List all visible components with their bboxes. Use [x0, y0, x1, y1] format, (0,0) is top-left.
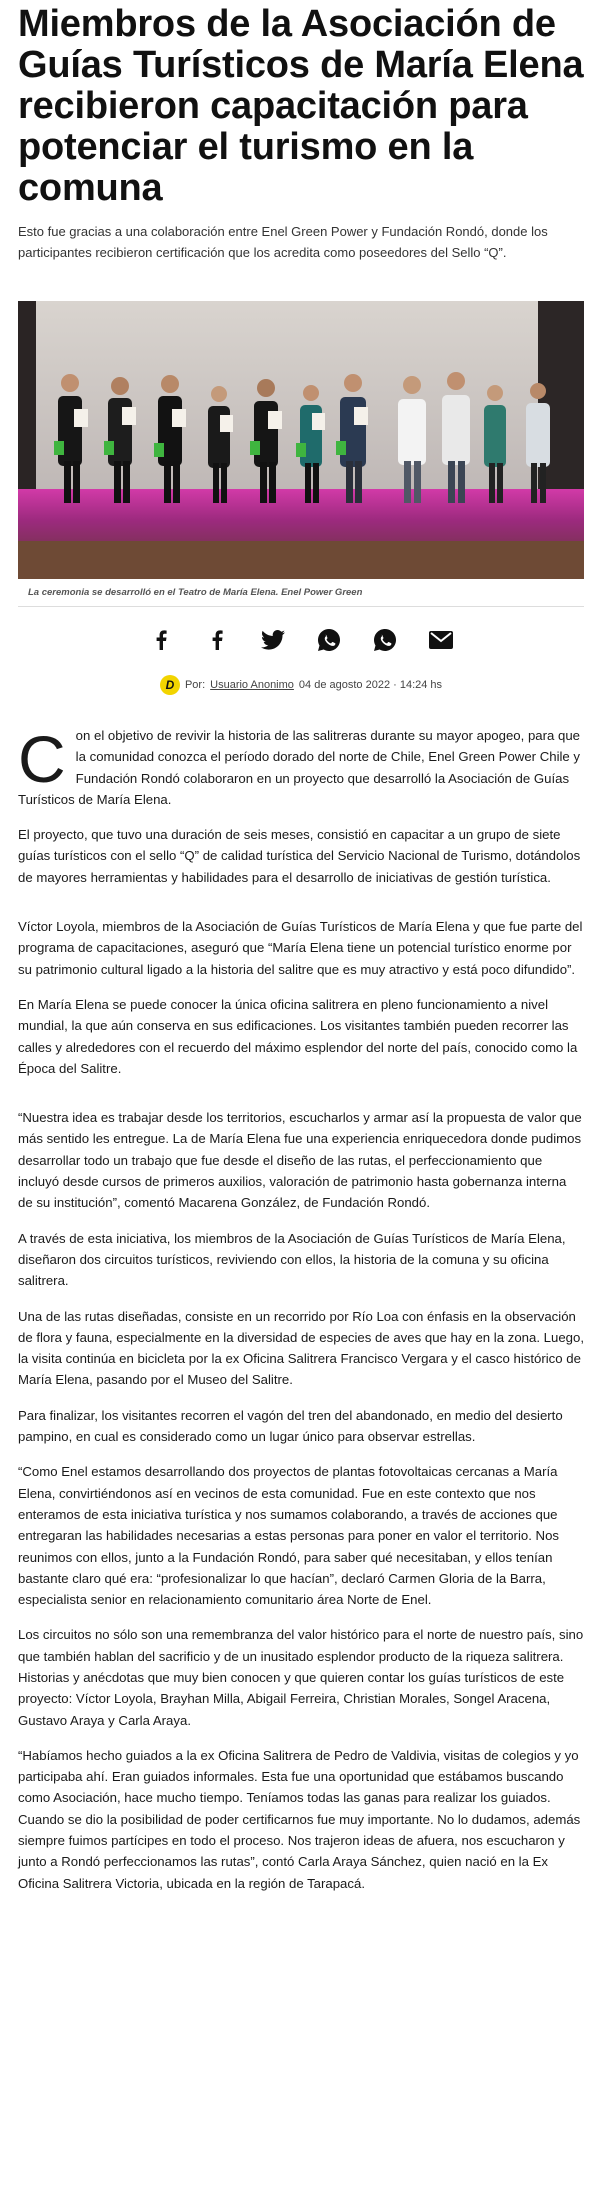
- twitter-icon[interactable]: [259, 626, 287, 654]
- paragraph: Una de las rutas diseñadas, consiste en un recorrido por Río Loa con énfasis en la observación de flora y fauna, especialmente en la diversidad de especies de aves que hay en la zona. Luego, la visita continúa en bicicleta por la ex Oficina Salitrera Francisco Vergara y el casco histórico de María Elena, pasando por el Museo del Salitre.: [18, 1308, 584, 1388]
- publish-date: 04 de agosto 2022 · 14:24 hs: [298, 679, 443, 691]
- photo-caption: La ceremonia se desarrolló en el Teatro de María Elena. Enel Power Green: [18, 579, 584, 607]
- article-figure: [18, 301, 584, 607]
- paragraph: “Nuestra idea es trabajar desde los territorios, escucharlos y armar así la propuesta de valor que más sentido les entregue. La de María Elena fue una experiencia enriquecedora donde pudimos desarrollar todo un trabajo que fue desde el diseño de las rutas, el perfeccionamiento que incluyó desde cursos de primeros auxilios, valoración de patrimonio hasta gobernanza interna de su institución”, comentó Macarena González, de Fundación Rondó.: [18, 1110, 582, 1211]
- article-body: [18, 722, 584, 1894]
- whatsapp-icon[interactable]: [315, 626, 343, 654]
- article-title: Miembros de la Asociación de Guías Turísticos de María Elena recibieron capacitación para potenciar el turismo en la comuna: [18, 3, 584, 209]
- ceremony-photo[interactable]: [18, 301, 584, 579]
- paragraph: Víctor Loyola, miembros de la Asociación de Guías Turísticos de María Elena y que fue parte del programa de capacitaciones, aseguró que “María Elena tiene un potencial turístico enorme por su patrimonio cultural ligado a la historia del salitre que es muy atractivo y está poco difundido”.: [18, 919, 583, 977]
- paragraph-intro: [18, 722, 584, 810]
- paragraph: En María Elena se puede conocer la única oficina salitrera en pleno funcionamiento a nivel mundial, la que aún conserva en sus edificaciones. Los visitantes también pueden recorrer las calles y alrededores con el recuerdo del máximo esplendor del norte del país, conocido como la Época del Salitre.: [18, 996, 578, 1076]
- facebook-icon[interactable]: [147, 626, 175, 654]
- byline-prefix: Por:: [184, 679, 206, 691]
- paragraph: A través de esta iniciativa, los miembros de la Asociación de Guías Turísticos de María Elena, diseñaron dos circuitos turísticos, reviviendo con ellos, la historia de la comuna y su oficina salitrera.: [18, 1230, 566, 1289]
- byline: [18, 675, 584, 695]
- paragraph: “Como Enel estamos desarrollando dos proyectos de plantas fotovoltaicas cercanas a María Elena, convirtiéndonos así en vecinos de esta comunidad. Fue en este contexto que nos enteramos de esta iniciativa turística y nos sumamos colaborando, a través de acciones que entregaran las habilidades necesarias a estas personas para poner en valor el territorio. Nos reunimos con ellos, junto a la Fundación Rondó, para saber qué necesitaban, y ellos tenían bastante claro qué era: “profesionalizar lo que hacían”, declaró Carmen Gloria de la Barra, especialista senior en relacionamiento comunitario área Norte de Enel.: [18, 1464, 559, 1608]
- article: [0, 4, 602, 1894]
- paragraph: “Habíamos hecho guiados a la ex Oficina Salitrera de Pedro de Valdivia, visitas de colegios y yo participaba ahí. Eran guiados informales. Esta fue una oportunidad que estábamos buscando como Asociación, hace mucho tiempo. Teníamos todas las ganas para realizar los guiados. Cuando se dio la posibilidad de poder certificarnos fue muy importante. No lo dudamos, además siempre fuimos partícipes en todo el proceso. Nos trajeron ideas de afuera, nos escucharon y junto a Rondó perfeccionamos las rutas”, contó Carla Araya Sánchez, quien nació en la Ex Oficina Salitrera Victoria, ubicada en la región de Tarapacá.: [18, 1747, 581, 1891]
- paragraph: Para finalizar, los visitantes recorren el vagón del tren del abandonado, en medio del desierto pampino, en cual es considerado como un lugar único para observar estrellas.: [18, 1407, 563, 1445]
- paragraph: El proyecto, que tuvo una duración de seis meses, consistió en capacitar a un grupo de siete guías turísticos con el sello “Q” de calidad turística del Servicio Nacional de Turismo, dotándolos de mayores herramientas y habilidades para el desarrollo de iniciativas de gestión turística.: [18, 827, 581, 885]
- email-icon[interactable]: [427, 626, 455, 654]
- intro-text: on el objetivo de revivir la historia de las salitreras durante su mayor apogeo, para que la comunidad conozca el período dorado del norte de Chile, Enel Green Power Chile y Fundación Rondó colaboraron en un proyecto que desarrolló la Asociación de Guías Turísticos de María Elena.: [18, 728, 581, 807]
- author-link[interactable]: Usuario Anonimo: [210, 679, 294, 691]
- facebook-icon[interactable]: [203, 626, 231, 654]
- article-lead: Esto fue gracias a una colaboración entre Enel Green Power y Fundación Rondó, donde los participantes recibieron certificación que los acredita como poseedores del Sello “Q”.: [18, 224, 548, 260]
- paragraph: Los circuitos no sólo son una remembranza del valor histórico para el norte de nuestro país, sino que también hablan del sacrificio y de un inusitado esplendor producto de la riqueza salitrera. Historias y anécdotas que muy bien conocen y que quieren contar los guías turísticos de este proyecto: Víctor Loyola, Brayhan Milla, Abigail Ferreira, Christian Morales, Songel Aracena, Gustavo Araya y Carla Araya.: [18, 1627, 584, 1728]
- dropcap: C: [18, 722, 66, 796]
- whatsapp-icon[interactable]: [371, 626, 399, 654]
- publisher-logo: D: [160, 675, 180, 695]
- share-bar: [18, 625, 584, 655]
